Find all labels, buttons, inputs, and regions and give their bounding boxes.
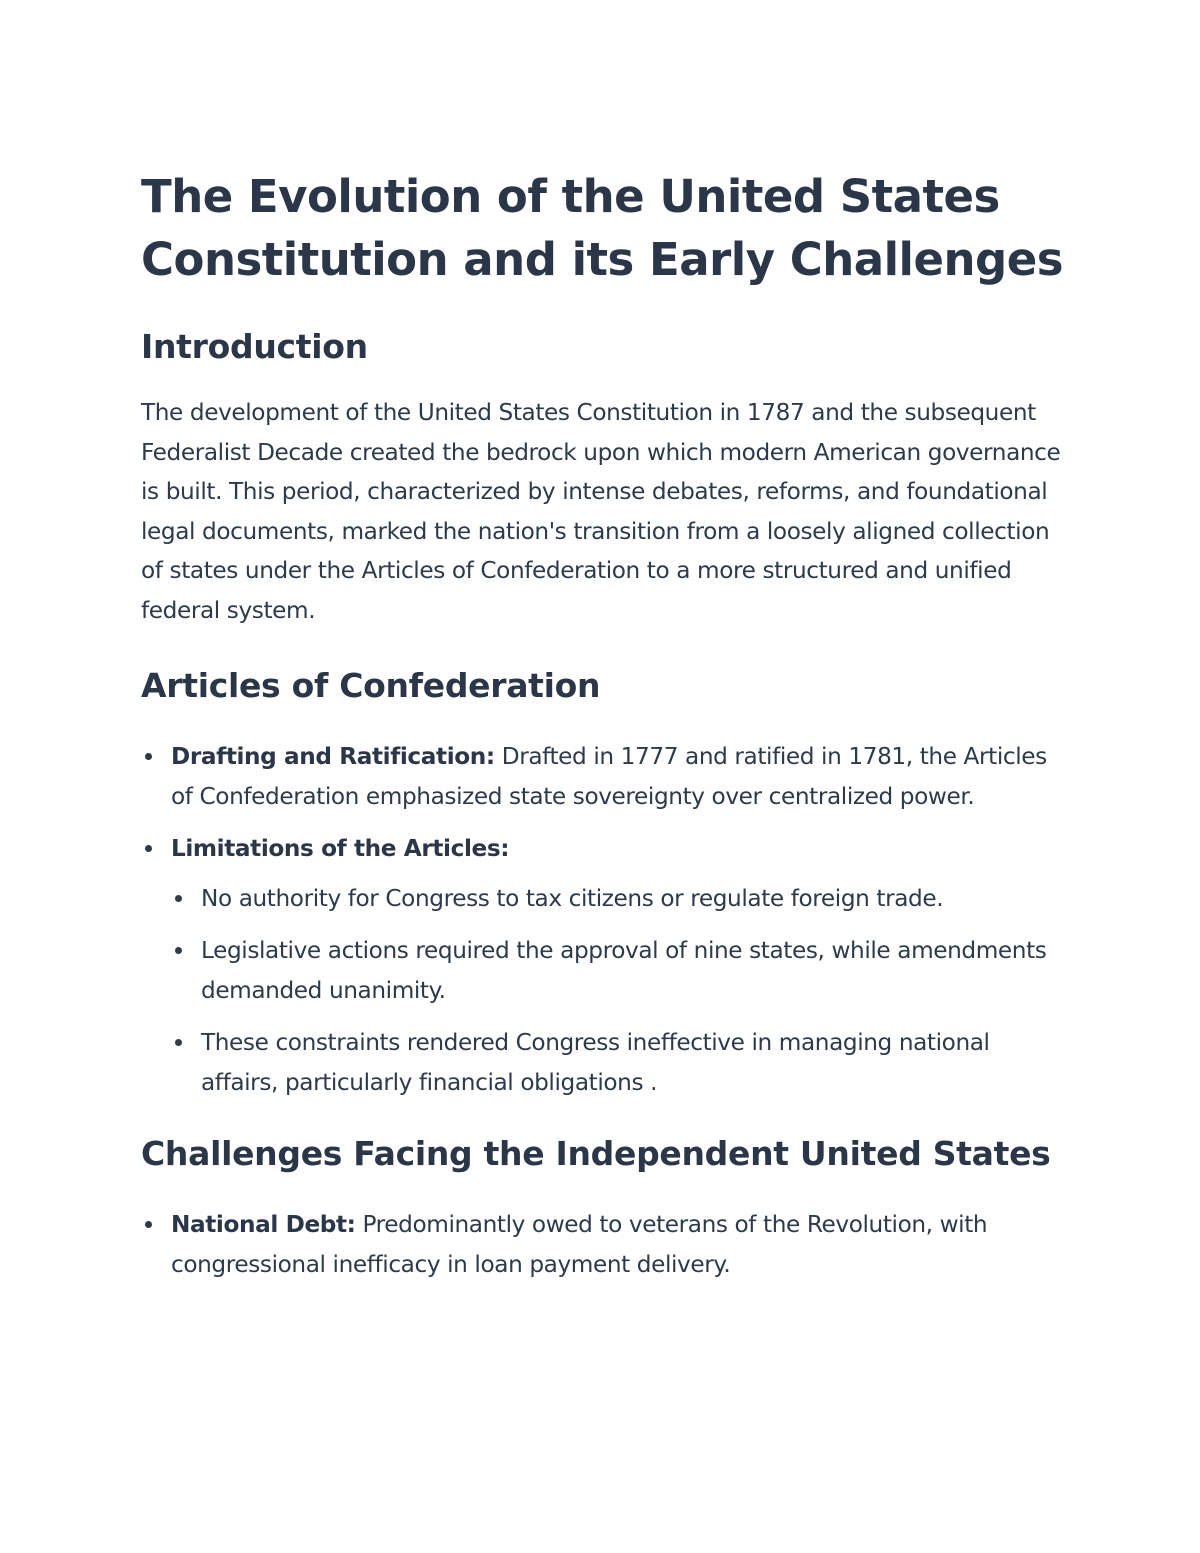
- sub-list-item-text: These constraints rendered Congress ineffective in managing national affairs, particularly financial obligations .: [201, 1029, 990, 1096]
- sub-list-item: [171, 879, 1071, 919]
- list-item-label: National Debt:: [171, 1211, 356, 1238]
- introduction-section: [141, 318, 1071, 630]
- bullet-icon: [145, 845, 152, 852]
- bullet-icon: [175, 947, 182, 954]
- bullet-icon: [175, 1039, 182, 1046]
- list-item: [141, 737, 1071, 816]
- list-item-label: Drafting and Ratification:: [171, 743, 495, 770]
- bullet-icon: [145, 1221, 152, 1228]
- document-page: [141, 165, 1071, 1297]
- bullet-icon: [175, 895, 182, 902]
- challenges-heading: Challenges Facing the Independent United States: [141, 1134, 1051, 1173]
- list-item: [141, 1205, 1071, 1284]
- sub-list-item: [171, 1023, 1071, 1102]
- articles-section: [141, 657, 1071, 1102]
- document-title: The Evolution of the United States Constitution and its Early Challenges: [141, 170, 1064, 286]
- challenges-list: [141, 1205, 1071, 1284]
- sub-list-item-text: Legislative actions required the approval of nine states, while amendments demanded unanimity.: [201, 937, 1047, 1004]
- list-item-text: Drafted in 1777 and ratified in 1781, the Articles of Confederation emphasized state sovereignty over centralized power.: [171, 743, 1047, 810]
- bullet-icon: [145, 753, 152, 760]
- list-item-text: Predominantly owed to veterans of the Revolution, with congressional inefficacy in loan payment delivery.: [171, 1211, 988, 1278]
- list-item-label: Limitations of the Articles:: [171, 835, 510, 862]
- challenges-section: [141, 1125, 1071, 1284]
- articles-heading: Articles of Confederation: [141, 666, 601, 705]
- sub-list-item-text: No authority for Congress to tax citizens or regulate foreign trade.: [201, 884, 944, 912]
- introduction-paragraph: The development of the United States Constitution in 1787 and the subsequent Federalist Decade created the bedrock upon which modern American governance is built. This period, characterized by intense debates, reforms, and foundational legal documents, marked the nation's transition from a loosely aligned collection of states under the Articles of Confederation to a more structured and unified federal system.: [141, 399, 1061, 624]
- sub-list-item: [171, 931, 1071, 1010]
- limitations-sublist: [171, 879, 1071, 1103]
- introduction-heading: Introduction: [141, 327, 368, 366]
- articles-list: [141, 737, 1071, 1102]
- list-item: [141, 829, 1071, 1102]
